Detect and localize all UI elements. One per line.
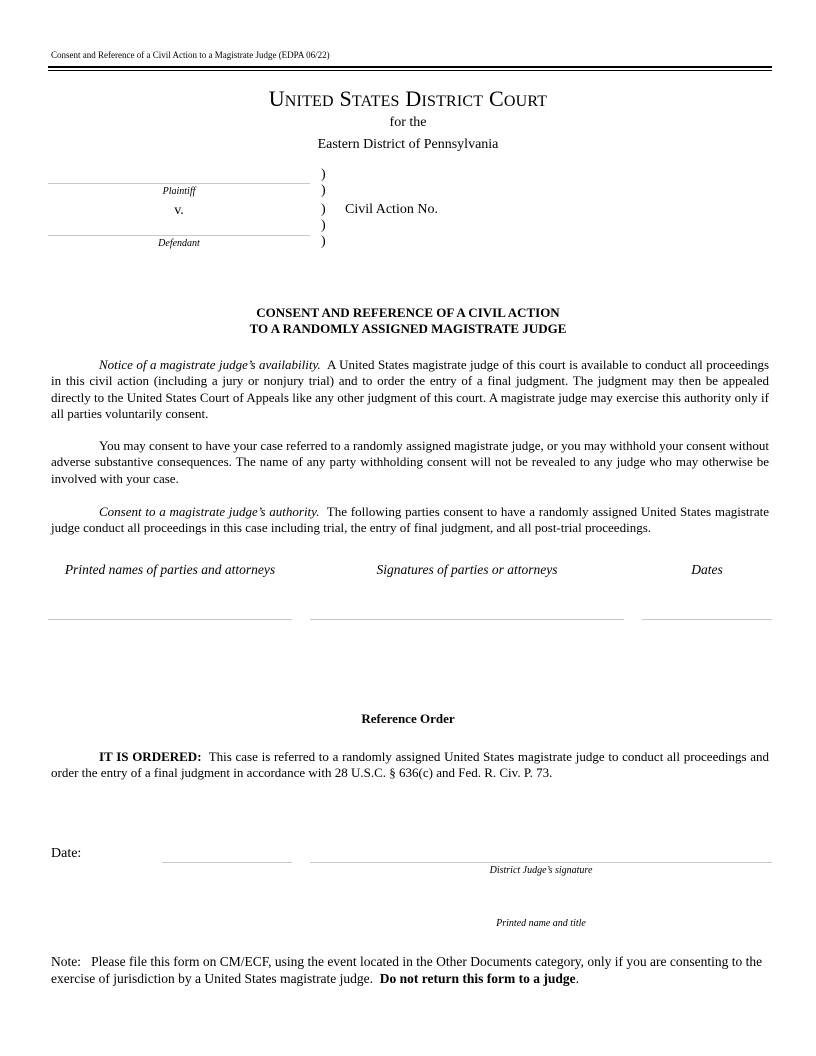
defendant-line[interactable] — [48, 235, 310, 236]
printed-name-title-field[interactable] — [310, 914, 772, 915]
date-field[interactable] — [642, 619, 772, 620]
title-w4-cap: C — [489, 86, 504, 111]
title-w2-rest: TATES — [351, 93, 400, 110]
title-w3-rest: ISTRICT — [421, 93, 484, 110]
notice-body: A United States magistrate judge of this court is available to conduct all proceedings in this civil action (including a jury or nonjury trial) and to order the entry of a final judgment. The judgment may then be appealed directly to the United States Court of Appeals like any other judgment of this court. A magistrate judge may exercise this authority only if all parties voluntarily consent. — [51, 357, 770, 422]
printed-name-field[interactable] — [48, 619, 292, 620]
note-paragraph — [51, 953, 769, 987]
civil-action-label: Civil Action No. — [345, 202, 438, 217]
note-bold-tail: Do not return this form to a judge — [379, 971, 576, 986]
header-rule-thin — [48, 70, 772, 71]
defendant-label: Defendant — [158, 238, 200, 249]
versus: v. — [174, 203, 184, 218]
judge-signature-label: District Judge’s signature — [489, 865, 593, 876]
note-body: Please file this form on CM/ECF, using the event located in the Other Documents category, only if you are consenting to the exercise of jurisdiction by a United States magistrate judge. — [51, 954, 763, 986]
judge-signature-field[interactable] — [310, 862, 772, 863]
note-label: Note: — [51, 954, 81, 969]
title-w3-cap: D — [405, 86, 422, 111]
consent-body: The following parties consent to have a randomly assigned United States magistrate judge conduct all proceedings in this case including trial, the entry of final judgment, and all post-trial proceedings. — [51, 504, 769, 536]
caption-paren: ) — [321, 167, 326, 182]
title-w1-cap: U — [268, 86, 285, 111]
plaintiff-line[interactable] — [48, 183, 310, 184]
reference-order-title: Reference Order — [361, 711, 455, 726]
plaintiff-label: Plaintiff — [162, 186, 196, 197]
order-date-field[interactable] — [162, 862, 292, 863]
for-the: for the — [389, 115, 427, 130]
court-title — [0, 86, 816, 112]
notice-paragraph — [51, 357, 769, 423]
col-printed-names: Printed names of parties and attorneys — [64, 562, 276, 577]
col-signatures: Signatures of parties or attorneys — [376, 562, 558, 577]
title-w2-cap: S — [339, 86, 352, 111]
consent-paragraph — [51, 504, 769, 537]
district-name: Eastern District of Pennsylvania — [317, 137, 499, 152]
form-heading-line2: TO A RANDOMLY ASSIGNED MAGISTRATE JUDGE — [249, 321, 567, 336]
ordered-body: This case is referred to a randomly assigned United States magistrate judge to conduct all proceedings and order the entry of a final judgment in accordance with 28 U.S.C. § 636(c) and Fed. R. Civ. P. 73. — [51, 749, 769, 781]
caption-paren: ) — [321, 202, 326, 217]
col-dates: Dates — [691, 562, 723, 577]
title-w1-rest: NITED — [284, 93, 334, 110]
signature-field[interactable] — [310, 619, 624, 620]
title-w4-rest: OURT — [503, 93, 548, 110]
form-heading-line1: CONSENT AND REFERENCE OF A CIVIL ACTION — [256, 305, 560, 320]
caption-paren: ) — [321, 183, 326, 198]
consent-lead: Consent to a magistrate judge’s authority. — [99, 504, 320, 519]
form-label: Consent and Reference of a Civil Action to a Magistrate Judge (EDPA 06/22) — [51, 50, 330, 60]
caption-paren: ) — [321, 234, 326, 249]
printed-name-title-label: Printed name and title — [496, 918, 586, 929]
ordered-paragraph — [51, 749, 769, 782]
note-end: . — [575, 971, 580, 986]
notice-lead: Notice of a magistrate judge’s availability. — [99, 357, 321, 372]
date-label: Date: — [51, 846, 82, 861]
withhold-paragraph: You may consent to have your case referred to a randomly assigned magistrate judge, or you may withhold your consent without adverse substantive consequences. The name of any party withholding consent will not be revealed to any judge who may otherwise be involved with your case. — [51, 438, 769, 486]
civil-action-field[interactable] — [447, 217, 767, 218]
caption-paren: ) — [321, 218, 326, 233]
header-rule-thick — [48, 66, 772, 68]
ordered-lead: IT IS ORDERED: — [99, 749, 202, 764]
